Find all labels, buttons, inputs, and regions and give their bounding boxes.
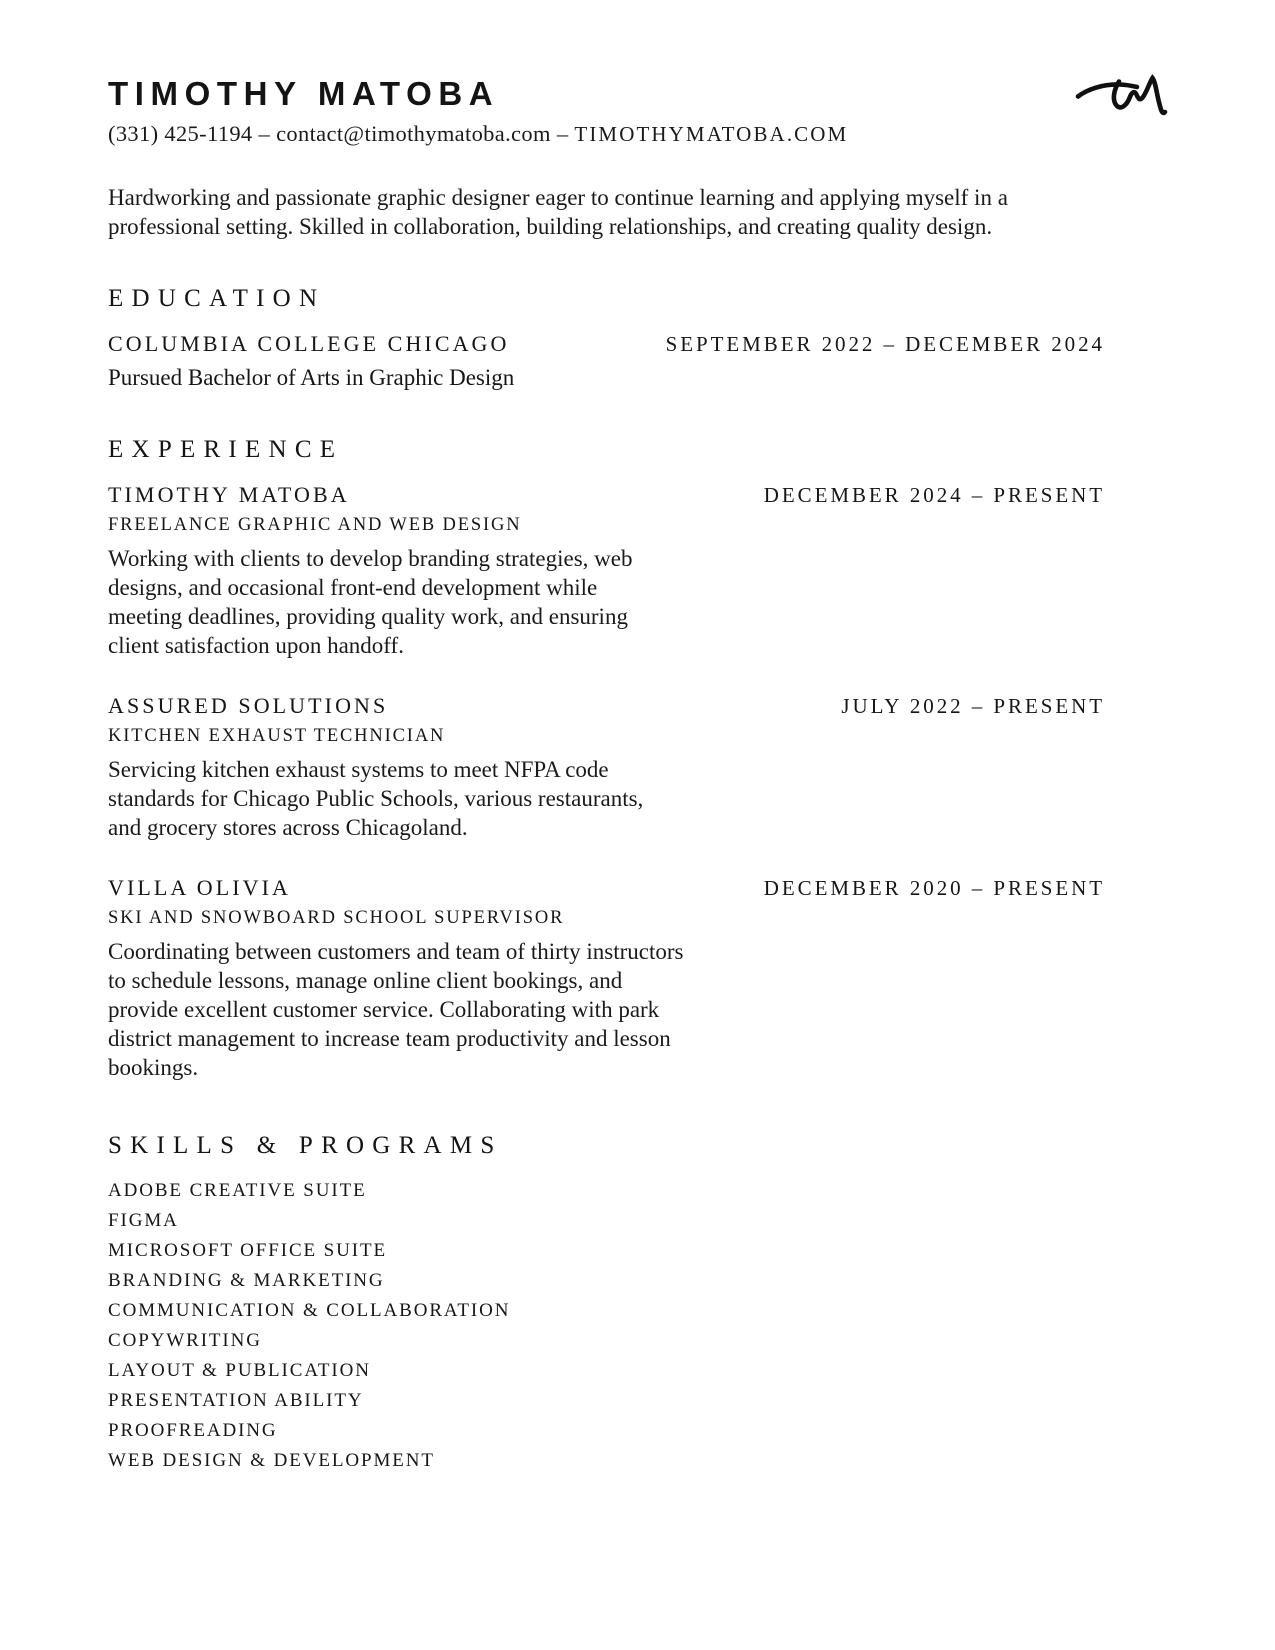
education-detail: Pursued Bachelor of Arts in Graphic Design bbox=[108, 365, 515, 391]
skill-item: MICROSOFT OFFICE SUITE bbox=[108, 1240, 387, 1262]
contact-line bbox=[108, 121, 1105, 147]
skills-list bbox=[108, 1176, 1105, 1476]
contact-separator: – bbox=[258, 121, 271, 147]
phone-number: (331) 425-1194 bbox=[108, 121, 253, 147]
skill-item: COPYWRITING bbox=[108, 1330, 262, 1352]
website-url: TIMOTHYMATOBA.COM bbox=[574, 122, 849, 147]
tm-monogram-icon bbox=[1073, 68, 1173, 124]
company-name: ASSURED SOLUTIONS bbox=[108, 693, 389, 719]
experience-entry-row bbox=[108, 693, 1105, 719]
contact-separator: – bbox=[556, 121, 569, 147]
experience-section bbox=[108, 436, 1105, 1082]
skill-item: WEB DESIGN & DEVELOPMENT bbox=[108, 1450, 435, 1472]
header bbox=[108, 76, 1105, 147]
job-description: Servicing kitchen exhaust systems to meet NFPA code standards for Chicago Public Schools, various restaurants, and grocery stores across Chicagoland. bbox=[108, 757, 644, 841]
job-role: KITCHEN EXHAUST TECHNICIAN bbox=[108, 726, 446, 747]
skill-item: PRESENTATION ABILITY bbox=[108, 1390, 364, 1412]
experience-entry-row bbox=[108, 482, 1105, 508]
job-role: SKI AND SNOWBOARD SCHOOL SUPERVISOR bbox=[108, 908, 565, 929]
email-address: contact@timothymatoba.com bbox=[276, 121, 551, 147]
skill-item: ADOBE CREATIVE SUITE bbox=[108, 1180, 367, 1202]
job-description: Coordinating between customers and team of thirty instructors to schedule lessons, manage online client bookings, and provide excellent customer service. Collaborating with park district management to increase team productivity and lesson bookings. bbox=[108, 939, 684, 1081]
company-name: TIMOTHY MATOBA bbox=[108, 482, 350, 508]
experience-heading: EXPERIENCE bbox=[108, 436, 344, 464]
skills-heading: SKILLS & PROGRAMS bbox=[108, 1132, 503, 1160]
company-name: VILLA OLIVIA bbox=[108, 875, 291, 901]
education-heading: EDUCATION bbox=[108, 285, 326, 313]
education-entry-row bbox=[108, 331, 1105, 357]
skills-section bbox=[108, 1132, 1105, 1476]
experience-dates: DECEMBER 2020 – PRESENT bbox=[763, 876, 1105, 901]
experience-entry bbox=[108, 693, 1105, 842]
job-role: FREELANCE GRAPHIC AND WEB DESIGN bbox=[108, 515, 522, 536]
experience-entry bbox=[108, 482, 1105, 660]
experience-entry bbox=[108, 875, 1105, 1082]
skill-item: LAYOUT & PUBLICATION bbox=[108, 1360, 371, 1382]
education-entry bbox=[108, 331, 1105, 392]
experience-dates: JULY 2022 – PRESENT bbox=[841, 694, 1105, 719]
experience-entry-row bbox=[108, 875, 1105, 901]
skill-item: COMMUNICATION & COLLABORATION bbox=[108, 1300, 511, 1322]
experience-dates: DECEMBER 2024 – PRESENT bbox=[763, 483, 1105, 508]
education-dates: SEPTEMBER 2022 – DECEMBER 2024 bbox=[665, 332, 1105, 357]
person-name: TIMOTHY MATOBA bbox=[108, 75, 500, 112]
school-name: COLUMBIA COLLEGE CHICAGO bbox=[108, 331, 510, 357]
summary-paragraph: Hardworking and passionate graphic designer eager to continue learning and applying myself in a professional setting. Skilled in collaboration, building relationships, and creating quality design. bbox=[108, 185, 1008, 240]
education-section bbox=[108, 285, 1105, 392]
skill-item: PROOFREADING bbox=[108, 1420, 278, 1442]
skill-item: FIGMA bbox=[108, 1210, 179, 1232]
job-description: Working with clients to develop branding strategies, web designs, and occasional front-end development while meeting deadlines, providing quality work, and ensuring client satisfaction upon handoff. bbox=[108, 546, 633, 659]
skill-item: BRANDING & MARKETING bbox=[108, 1270, 385, 1292]
